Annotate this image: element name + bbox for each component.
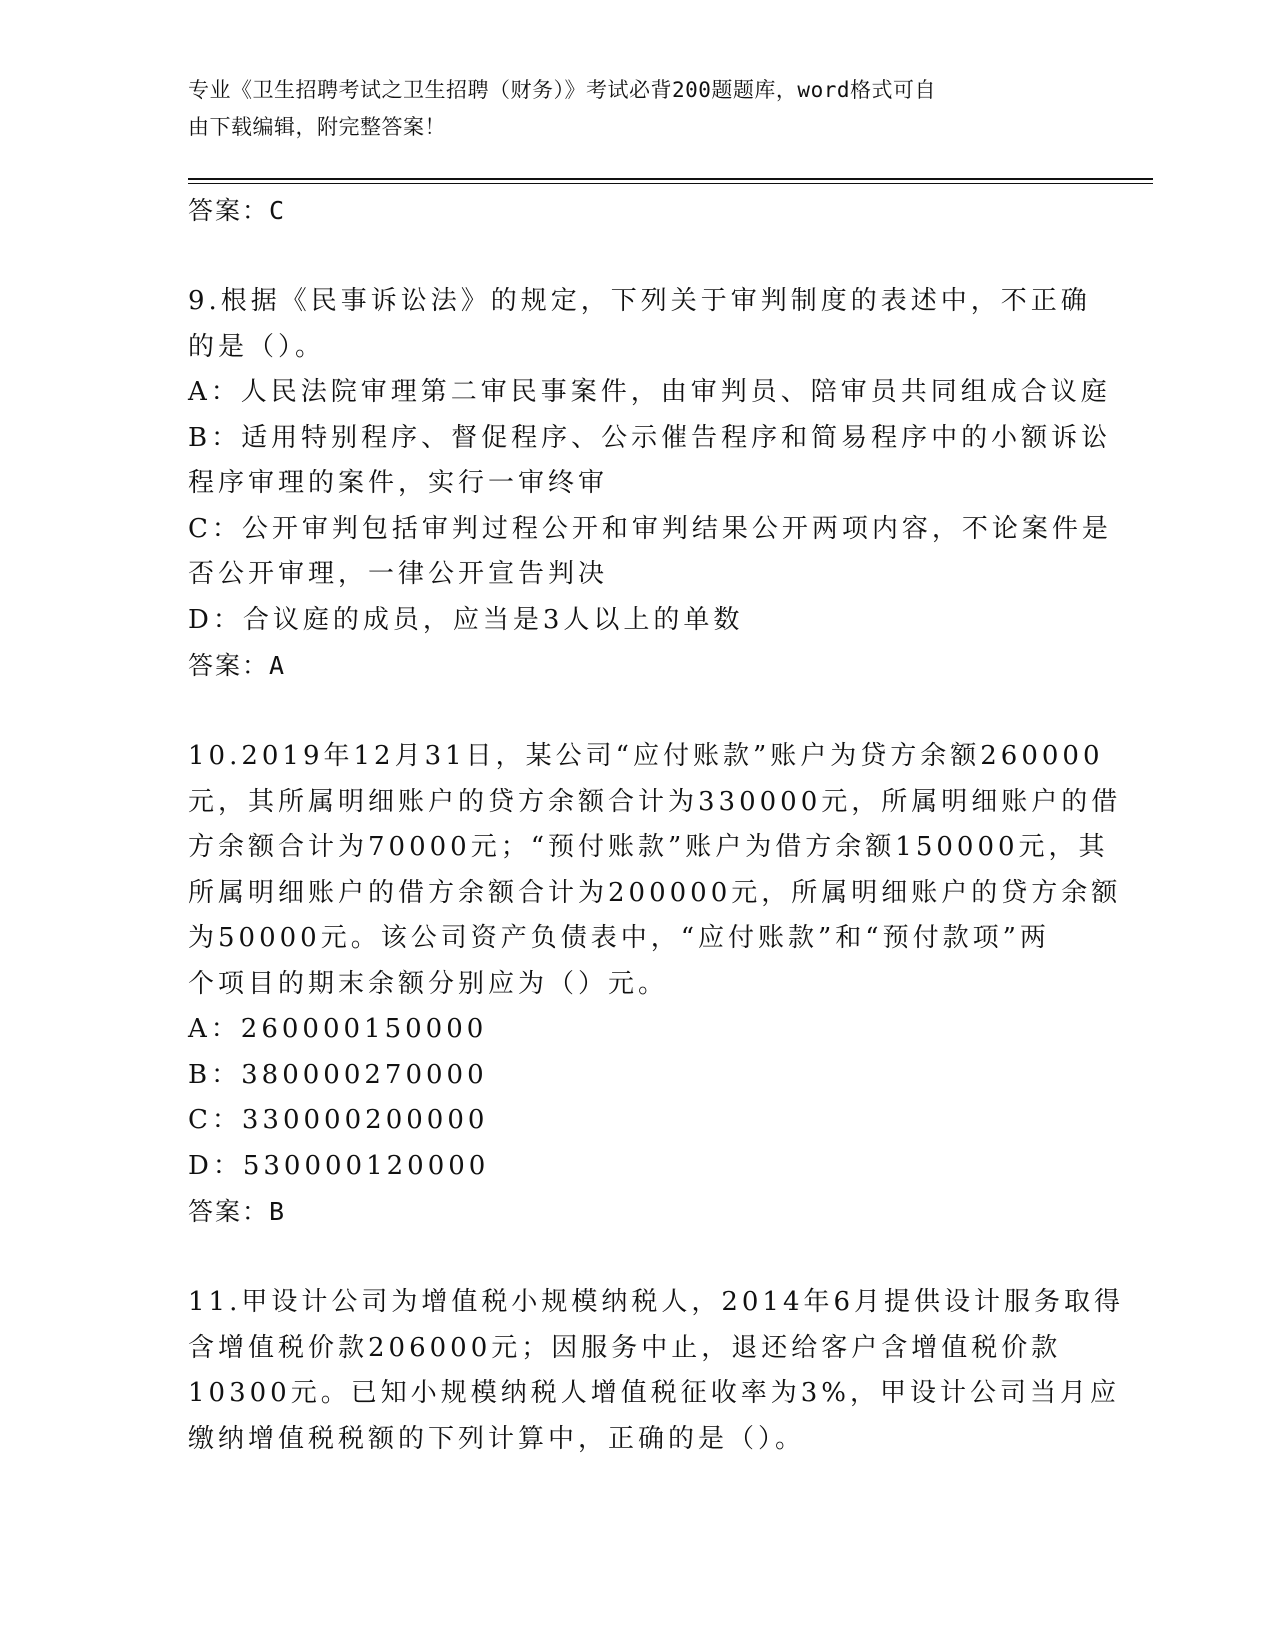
document-header	[188, 72, 1088, 146]
answer-q10: 答案：B	[188, 1197, 287, 1226]
option-c: C：公开审判包括审判过程公开和审判结果公开两项内容，不论案件是	[188, 513, 1112, 544]
option-d: D：合议庭的成员，应当是3人以上的单数	[188, 604, 744, 635]
question-10	[188, 734, 1122, 1235]
question-stem: 缴纳增值税税额的下列计算中，正确的是（）。	[188, 1423, 806, 1454]
question-stem: 所属明细账户的借方余额合计为200000元，所属明细账户的贷方余额	[188, 877, 1122, 908]
question-stem: 方余额合计为70000元；“预付账款”账户为借方余额150000元，其	[188, 832, 1109, 862]
option-b: 程序审理的案件，实行一审终审	[188, 468, 609, 498]
option-c: 否公开审理，一律公开宣告判决	[188, 559, 609, 589]
question-stem: 11.甲设计公司为增值税小规模纳税人，2014年6月提供设计服务取得	[188, 1287, 1125, 1317]
question-stem: 元，其所属明细账户的贷方余额合计为330000元，所属明细账户的借	[188, 786, 1122, 817]
document-body	[188, 188, 1125, 1462]
option-b: B：380000270000	[188, 1059, 488, 1090]
question-11	[188, 1280, 1125, 1462]
option-d: D：530000120000	[188, 1150, 490, 1181]
option-c: C：330000200000	[188, 1105, 489, 1135]
answer-q9: 答案：A	[188, 651, 287, 680]
question-stem: 9.根据《民事诉讼法》的规定，下列关于审判制度的表述中，不正确	[188, 286, 1091, 316]
question-stem: 为50000元。该公司资产负债表中，“应付账款”和“预付款项”两	[188, 923, 1050, 953]
question-stem: 10300元。已知小规模纳税人增值税征收率为3%，甲设计公司当月应	[188, 1378, 1120, 1408]
spacer	[188, 234, 1088, 280]
option-a: A：人民法院审理第二审民事案件，由审判员、陪审员共同组成合议庭	[188, 377, 1111, 407]
header-rule	[188, 178, 1153, 180]
question-stem: 10.2019年12月31日，某公司“应付账款”账户为贷方余额260000	[188, 741, 1104, 771]
question-stem: 个项目的期末余额分别应为（）元。	[188, 968, 669, 999]
header-line: 专业《卫生招聘考试之卫生招聘（财务）》考试必背200题题库，word格式可自	[188, 78, 936, 102]
question-stem: 的是（）。	[188, 331, 326, 362]
option-b: B：适用特别程序、督促程序、公示催告程序和简易程序中的小额诉讼	[188, 422, 1112, 453]
spacer	[188, 1235, 1088, 1281]
answer-q8: 答案：C	[188, 196, 287, 225]
question-stem: 含增值税价款206000元；因服务中止，退还给客户含增值税价款	[188, 1332, 1062, 1363]
header-rule-thin	[188, 183, 1153, 184]
header-line: 由下载编辑，附完整答案！	[188, 115, 446, 139]
spacer	[188, 689, 1088, 735]
question-9	[188, 279, 1112, 689]
option-a: A：260000150000	[188, 1014, 488, 1044]
